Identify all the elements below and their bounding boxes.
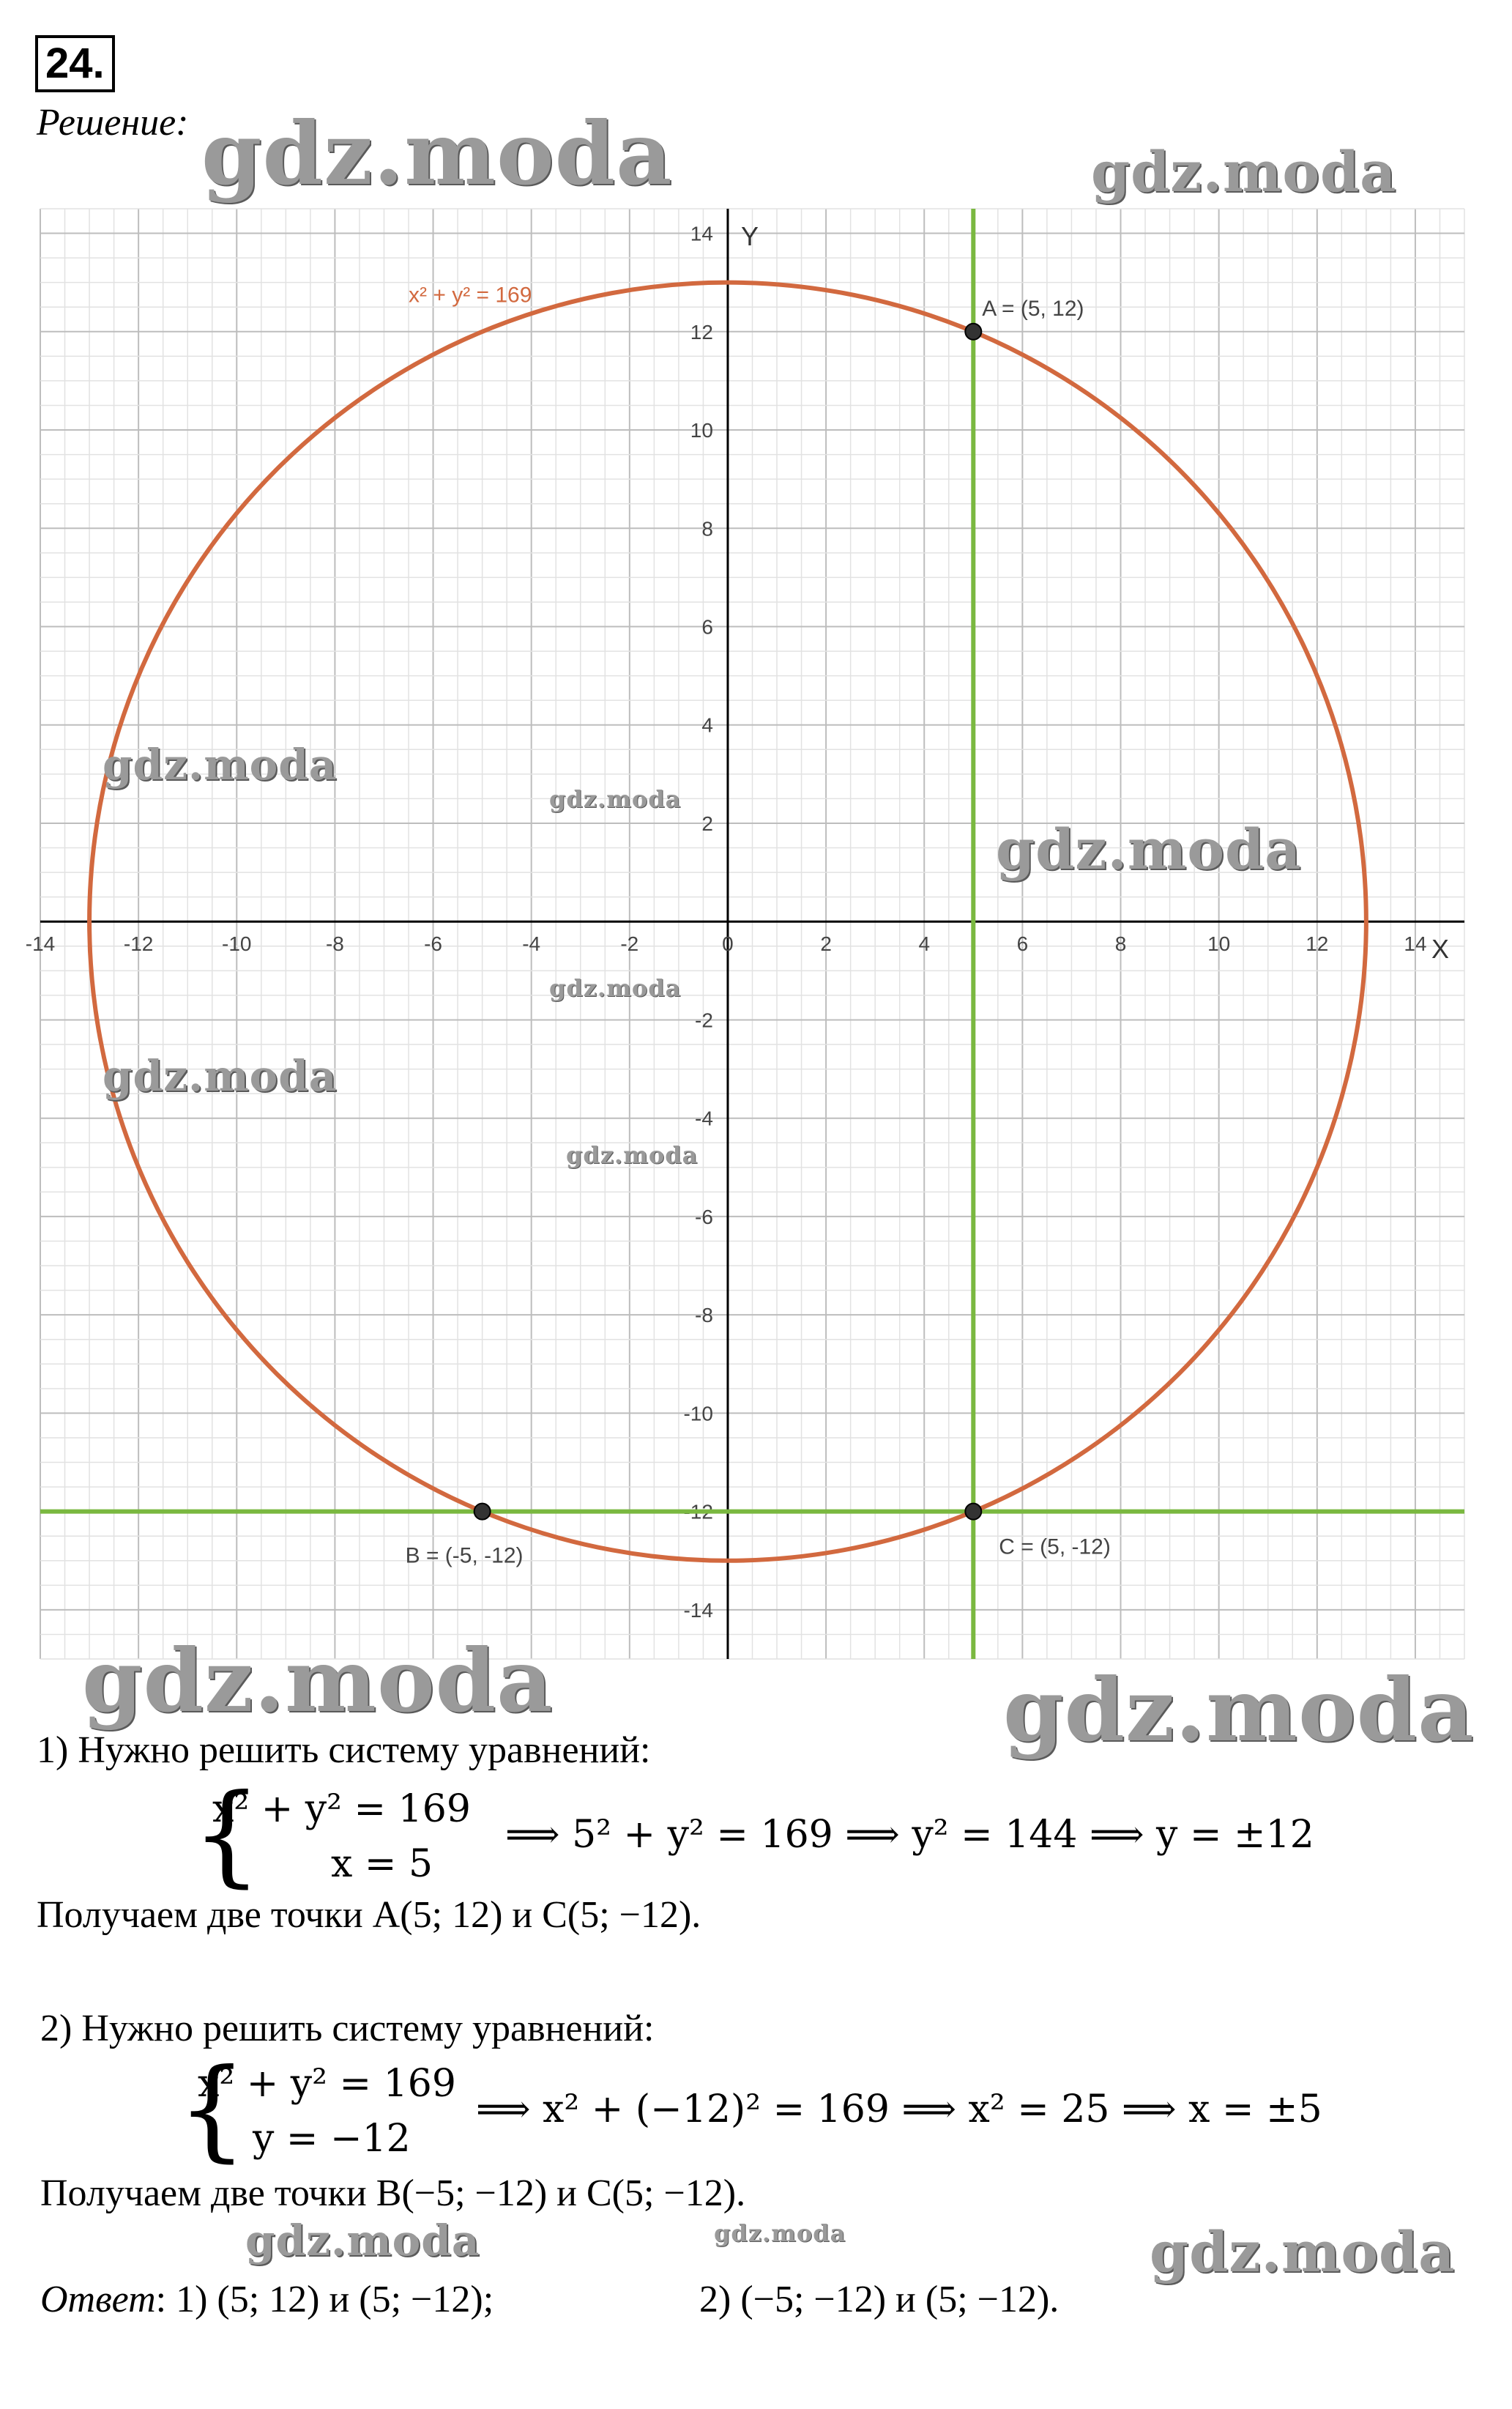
point-marker bbox=[474, 1504, 491, 1520]
x-tick-label: -8 bbox=[325, 932, 344, 956]
point-marker bbox=[965, 1504, 981, 1520]
y-axis-label: Y bbox=[740, 221, 759, 251]
step2-title: 2) Нужно решить систему уравнений: bbox=[40, 2008, 655, 2049]
y-tick-label: 6 bbox=[701, 615, 713, 639]
answer-part-2: 2) (−5; −12) и (5; −12). bbox=[699, 2279, 1059, 2320]
watermark: gdz.moda bbox=[1003, 1659, 1475, 1761]
watermark: gdz.moda bbox=[1150, 2219, 1456, 2284]
step2-result: Получаем две точки B(−5; −12) и C(5; −12). bbox=[40, 2172, 746, 2214]
system2-eq2: y = −12 bbox=[253, 2117, 411, 2161]
y-tick-label: -10 bbox=[683, 1402, 713, 1425]
y-tick-label: -4 bbox=[695, 1107, 713, 1130]
y-tick-label: 14 bbox=[690, 222, 713, 245]
watermark: gdz.moda bbox=[201, 103, 673, 204]
x-tick-label: -4 bbox=[522, 932, 541, 956]
x-tick-label: 4 bbox=[918, 932, 931, 956]
x-tick-label: 12 bbox=[1306, 932, 1329, 956]
x-tick-label: -14 bbox=[25, 932, 56, 956]
step1-result: Получаем две точки A(5; 12) и C(5; −12). bbox=[37, 1894, 701, 1936]
y-tick-label: 8 bbox=[701, 517, 713, 541]
answer-line bbox=[40, 2278, 494, 2321]
watermark: gdz.moda bbox=[103, 1051, 338, 1101]
watermark: gdz.moda bbox=[82, 1630, 554, 1731]
point-marker bbox=[965, 324, 981, 340]
system2-eq1: x² + y² = 169 bbox=[198, 2062, 456, 2106]
watermark: gdz.moda bbox=[245, 2216, 480, 2265]
watermark: gdz.moda bbox=[549, 974, 682, 1002]
x-tick-label: -2 bbox=[620, 932, 639, 956]
y-tick-label: 4 bbox=[701, 713, 713, 737]
y-tick-label: 2 bbox=[701, 812, 713, 835]
x-axis-label: X bbox=[1431, 934, 1450, 965]
system1-eq1: x² + y² = 169 bbox=[212, 1787, 471, 1831]
watermark: gdz.moda bbox=[103, 740, 338, 790]
circle-equation-label: x² + y² = 169 bbox=[409, 283, 532, 308]
watermark: gdz.moda bbox=[549, 785, 682, 813]
system1-eq2: x = 5 bbox=[331, 1842, 433, 1886]
point-label: B = (-5, -12) bbox=[405, 1543, 524, 1568]
point-label: C = (5, -12) bbox=[999, 1534, 1111, 1559]
y-tick-label: -14 bbox=[683, 1598, 713, 1622]
x-tick-label: -6 bbox=[424, 932, 443, 956]
x-tick-label: -10 bbox=[222, 932, 252, 956]
watermark: gdz.moda bbox=[566, 1141, 699, 1169]
x-tick-label: 8 bbox=[1114, 932, 1127, 956]
watermark: gdz.moda bbox=[996, 817, 1302, 882]
system-brace: { bbox=[177, 2046, 247, 2173]
solution-label: Решение: bbox=[37, 102, 189, 144]
problem-number: 24. bbox=[35, 35, 115, 92]
step1-derivation: ⟹ 5² + y² = 169 ⟹ y² = 144 ⟹ y = ±12 bbox=[505, 1813, 1314, 1857]
y-tick-label: 12 bbox=[690, 320, 713, 344]
system-brace: { bbox=[192, 1771, 262, 1898]
y-tick-label: -2 bbox=[695, 1009, 713, 1032]
step1-title: 1) Нужно решить систему уравнений: bbox=[37, 1729, 651, 1771]
y-tick-label: -8 bbox=[695, 1304, 713, 1327]
answer-part-1: : 1) (5; 12) и (5; −12); bbox=[155, 2279, 494, 2320]
x-tick-label: -12 bbox=[123, 932, 154, 956]
x-tick-label: 0 bbox=[722, 932, 734, 956]
x-tick-label: 2 bbox=[820, 932, 832, 956]
x-tick-label: 10 bbox=[1207, 932, 1231, 956]
step2-derivation: ⟹ x² + (−12)² = 169 ⟹ x² = 25 ⟹ x = ±5 bbox=[476, 2087, 1322, 2131]
y-tick-label: -6 bbox=[695, 1205, 713, 1228]
x-tick-label: 6 bbox=[1016, 932, 1029, 956]
y-tick-label: 10 bbox=[690, 419, 713, 442]
x-tick-label: 14 bbox=[1404, 932, 1427, 956]
y-tick-label: -12 bbox=[683, 1500, 713, 1523]
point-label: A = (5, 12) bbox=[982, 296, 1084, 321]
watermark: gdz.moda bbox=[714, 2219, 846, 2247]
watermark: gdz.moda bbox=[1091, 139, 1397, 204]
answer-label: Ответ bbox=[40, 2279, 156, 2320]
